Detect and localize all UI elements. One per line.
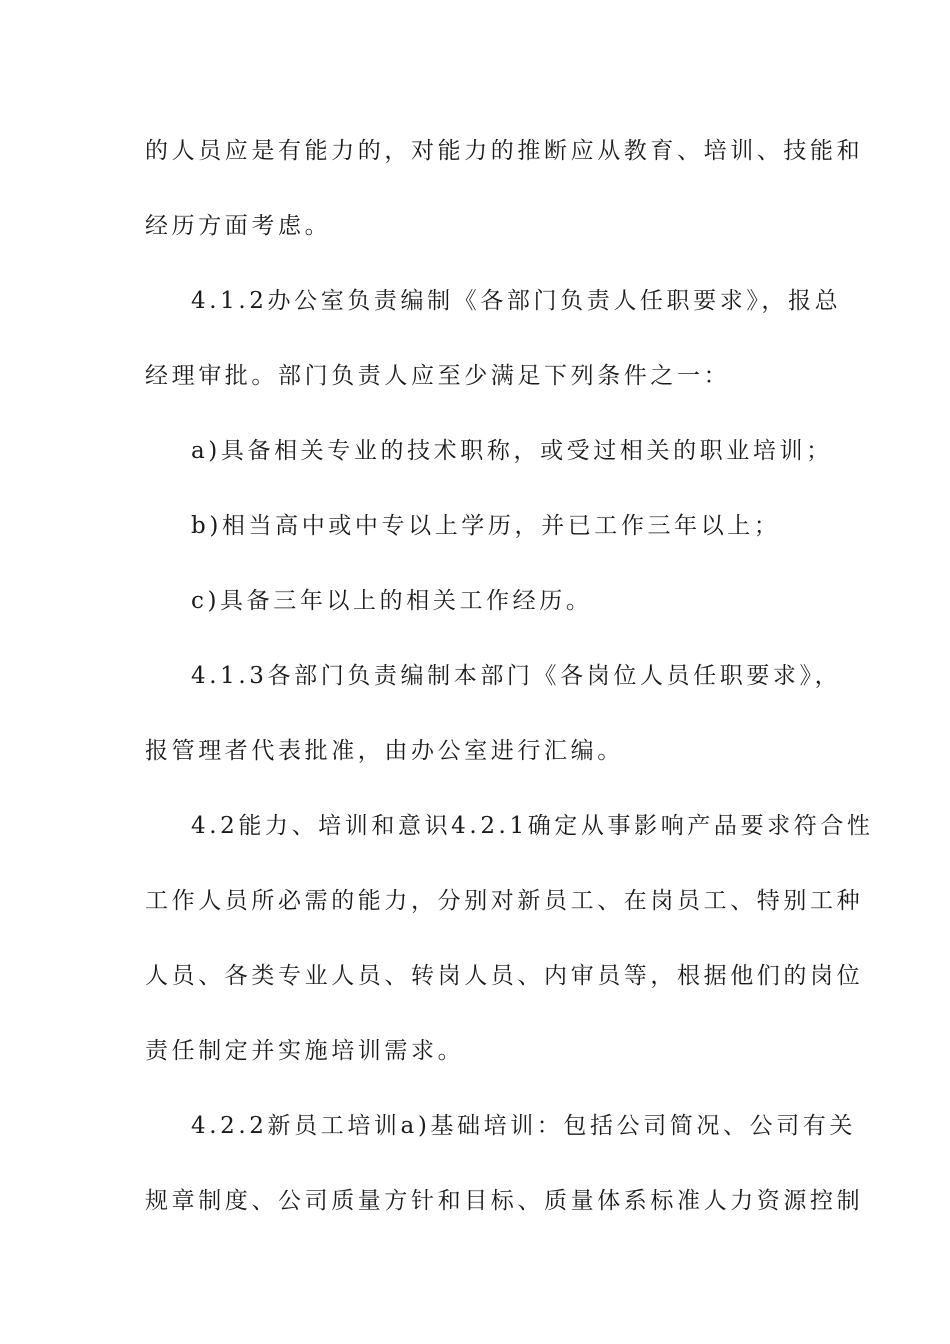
list-item-b: b)相当高中或中专以上学历，并已工作三年以上； [191, 513, 781, 539]
text-line: 工作人员所必需的能力，分别对新员工、在岗员工、特别工种 [145, 888, 864, 914]
text-line: 的人员应是有能力的，对能力的推断应从教育、培训、技能和 [145, 138, 864, 164]
text-line: 规章制度、公司质量方针和目标、质量体系标准人力资源控制 [145, 1188, 864, 1214]
text-line: 人员、各类专业人员、转岗人员、内审员等，根据他们的岗位 [145, 963, 864, 989]
text-line: 4.1.2办公室负责编制《各部门负责人任职要求》，报总 [191, 288, 842, 314]
text-line: 4.2能力、培训和意识4.2.1确定从事影响产品要求符合性 [191, 813, 874, 839]
text-line: 经历方面考虑。 [145, 213, 332, 239]
list-item-c: c)具备三年以上的相关工作经历。 [191, 588, 593, 614]
text-line: 4.1.3各部门负责编制本部门《各岗位人员任职要求》， [191, 663, 842, 689]
text-line: 报管理者代表批准，由办公室进行汇编。 [145, 738, 624, 764]
text-line: 经理审批。部门负责人应至少满足下列条件之一： [145, 363, 731, 389]
list-item-a: a)具备相关专业的技术职称，或受过相关的职业培训； [191, 438, 833, 464]
text-line: 责任制定并实施培训需求。 [145, 1038, 465, 1064]
text-line: 4.2.2新员工培训a)基础培训：包括公司简况、公司有关 [191, 1113, 857, 1139]
